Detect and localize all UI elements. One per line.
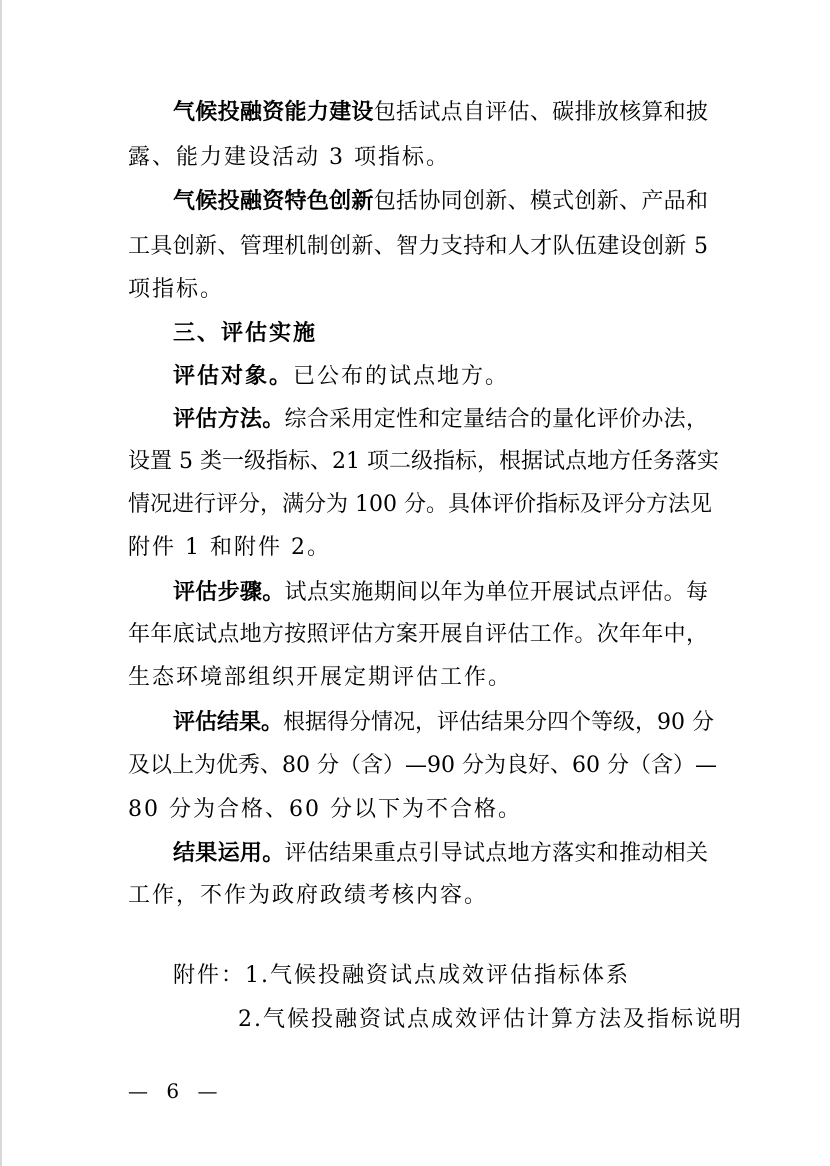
p1-line1-text: 包括试点自评估、碳排放核算和披: [373, 100, 708, 125]
attachment-item-1: 1.气候投融资试点成效评估指标体系: [245, 963, 631, 988]
p5-lead: 评估步骤。: [173, 579, 285, 605]
p4-line1-text: 综合采用定性和定量结合的量化评价办法，: [284, 407, 708, 432]
section-heading: 三、评估实施: [173, 320, 318, 346]
p6-lead: 评估结果。: [173, 709, 284, 735]
attachment-label: 附件：: [173, 963, 246, 988]
attachment-item-2: 2.气候投融资试点成效评估计算方法及指标说明: [238, 1007, 743, 1032]
p6-line1-text: 根据得分情况，评估结果分四个等级，90 分: [283, 710, 715, 735]
p5-line2: 年年底试点地方按照评估方案开展自评估工作。次年年中，: [128, 622, 708, 647]
p1-line1: [173, 97, 708, 127]
page-number: — 6 —: [128, 1079, 224, 1103]
p7-line1-text: 评估结果重点引导试点地方落实和推动相关: [284, 841, 708, 866]
p4-line4: 附件 1 和附件 2。: [128, 535, 331, 560]
p2-line3: 项指标。: [128, 277, 225, 302]
p7-line2: 工作，不作为政府政绩考核内容。: [128, 883, 489, 908]
p4-lead: 评估方法。: [173, 406, 285, 432]
p2-lead: 气候投融资特色创新: [173, 188, 374, 214]
p3-lead: 评估对象。: [173, 363, 294, 389]
attachment-line1: [173, 961, 708, 991]
p6-line3: 80 分为合格、60 分以下为不合格。: [128, 797, 522, 822]
p5-line3: 生态环境部组织开展定期评估工作。: [128, 665, 513, 690]
p7-lead: 结果运用。: [173, 840, 285, 866]
p1-line2: 露、能力建设活动 3 项指标。: [128, 145, 450, 170]
p5-line1: [173, 577, 708, 607]
page-left-edge: [0, 0, 2, 1166]
p6-line2: 及以上为优秀、80 分（含）—90 分为良好、60 分（含）—: [128, 753, 717, 778]
p1-lead: 气候投融资能力建设: [173, 99, 374, 125]
p5-line1-text: 试点实施期间以年为单位开展试点评估。每: [284, 580, 708, 605]
p2-line2: 工具创新、管理机制创新、智力支持和人才队伍建设创新 5: [128, 234, 708, 259]
p3-line1: [173, 361, 708, 391]
p3-line1-text: 已公布的试点地方。: [293, 364, 510, 389]
p4-line2: 设置 5 类一级指标、21 项二级指标，根据试点地方任务落实: [128, 449, 719, 474]
p4-line1: [173, 404, 708, 434]
p7-line1: [173, 838, 708, 868]
p2-line1-text: 包括协同创新、模式创新、产品和: [373, 189, 708, 214]
p6-line1: [173, 707, 715, 737]
p2-line1: [173, 186, 708, 216]
p4-line3: 情况进行评分，满分为 100 分。具体评价指标及评分方法见: [128, 492, 712, 517]
